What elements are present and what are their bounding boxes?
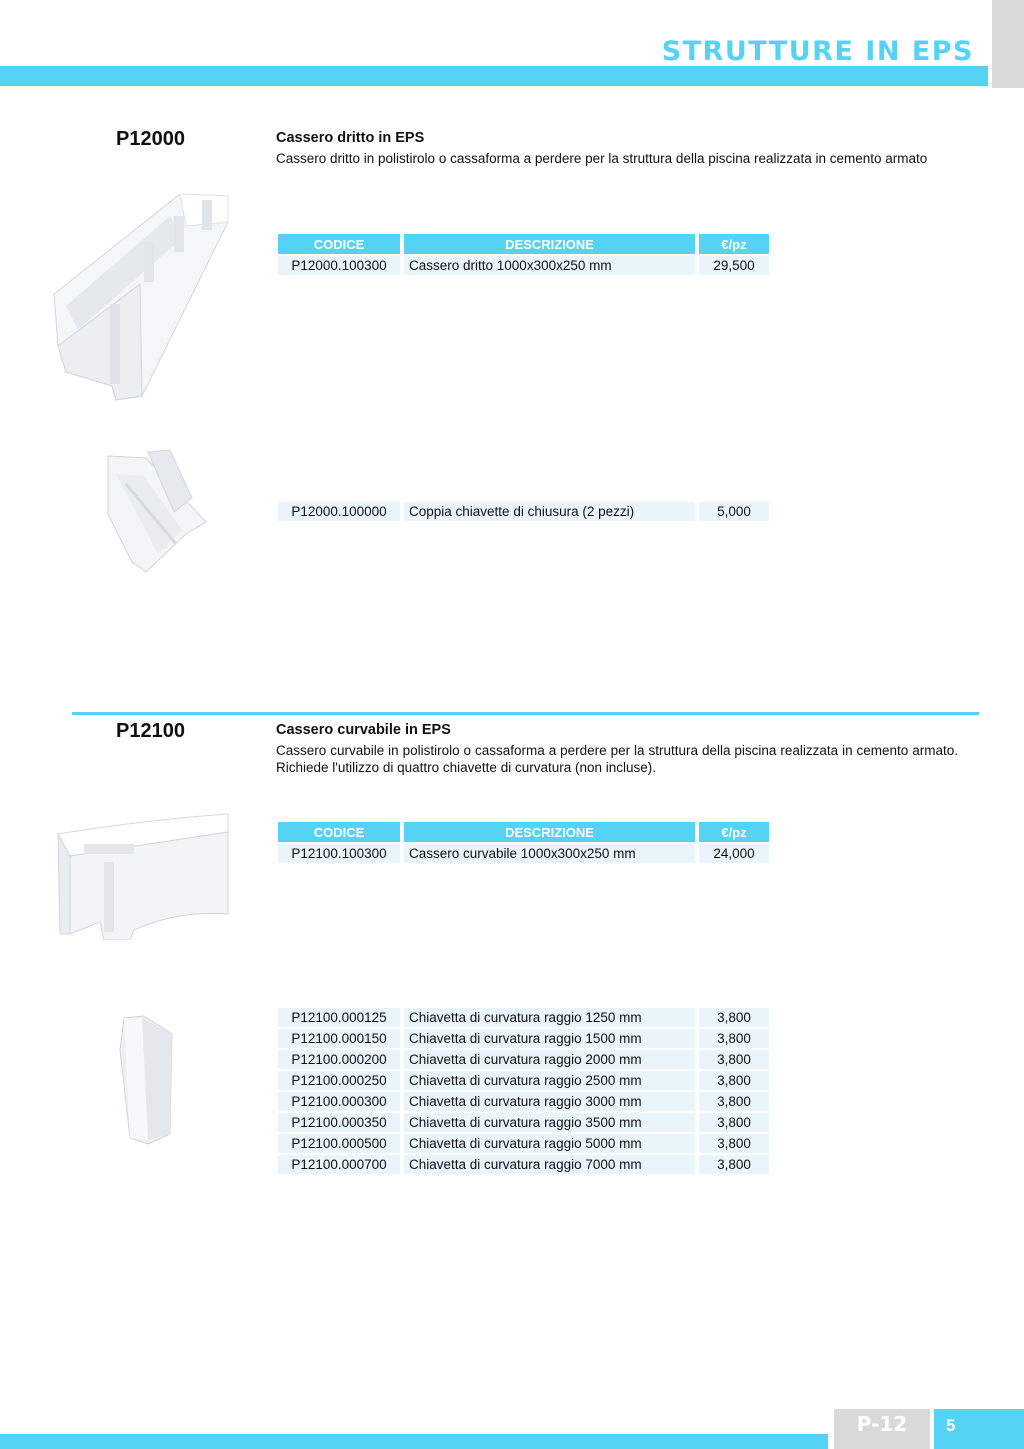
row-price: 29,500 [699,256,769,277]
footer-section-label: P-12 [856,1412,908,1436]
price-table [278,234,769,277]
row-code: P12100.000125 [278,1008,404,1029]
row-description: Cassero curvabile 1000x300x250 mm [404,844,699,865]
accessory-table [278,502,769,523]
curvature-key-image [86,1010,212,1148]
product-code-title: P12000 [116,128,185,150]
column-header-code: CODICE [278,822,404,844]
row-price: 3,800 [699,1008,769,1029]
table-row [278,1050,769,1071]
column-header-description: DESCRIZIONE [404,234,699,256]
table-row [278,1092,769,1113]
price-table [278,822,769,865]
product-name: Cassero curvabile in EPS [276,722,451,738]
row-code: P12100.000150 [278,1029,404,1050]
row-description: Chiavetta di curvatura raggio 7000 mm [404,1155,699,1176]
curved-formwork-image [54,810,232,940]
column-header-code: CODICE [278,234,404,256]
row-code: P12100.000200 [278,1050,404,1071]
product-code-title: P12100 [116,720,185,742]
row-description: Chiavetta di curvatura raggio 1500 mm [404,1029,699,1050]
product-description: Cassero curvabile in polistirolo o cassaforma a perdere per la struttura della piscina realizzata in cemento armato. Richiede l'utilizzo di quattro chiavette di curvatura (non incluse). [276,743,958,775]
row-description: Chiavetta di curvatura raggio 3500 mm [404,1113,699,1134]
table-row [278,1008,769,1029]
row-description: Chiavetta di curvatura raggio 3000 mm [404,1092,699,1113]
table-row [278,1113,769,1134]
row-code: P12000.100000 [278,502,404,523]
straight-formwork-image [50,186,232,404]
accessory-table [278,1008,769,1176]
column-header-price: €/pz [699,822,769,844]
row-price: 3,800 [699,1092,769,1113]
row-price: 3,800 [699,1113,769,1134]
row-code: P12100.000700 [278,1155,404,1176]
product-description: Cassero dritto in polistirolo o cassaforma a perdere per la struttura della piscina realizzata in cemento armato [276,151,928,166]
row-description: Chiavetta di curvatura raggio 2500 mm [404,1071,699,1092]
header-grey-block [992,0,1024,88]
row-price: 3,800 [699,1050,769,1071]
row-price: 3,800 [699,1071,769,1092]
section-divider [72,712,979,715]
table-header-row [278,822,769,844]
row-price: 3,800 [699,1134,769,1155]
row-code: P12100.000250 [278,1071,404,1092]
row-code: P12100.000500 [278,1134,404,1155]
page-number: 5 [946,1416,956,1435]
table-row [278,256,769,277]
column-header-description: DESCRIZIONE [404,822,699,844]
table-row [278,1134,769,1155]
table-row [278,502,769,523]
row-code: P12000.100300 [278,256,404,277]
footer-accent-bar [0,1434,828,1449]
table-header-row [278,234,769,256]
row-description: Coppia chiavette di chiusura (2 pezzi) [404,502,699,523]
row-code: P12100.100300 [278,844,404,865]
page-title: STRUTTURE IN EPS [661,36,974,67]
product-name: Cassero dritto in EPS [276,130,425,146]
closing-keys-image [86,444,214,576]
table-row [278,1071,769,1092]
row-description: Chiavetta di curvatura raggio 2000 mm [404,1050,699,1071]
row-price: 24,000 [699,844,769,865]
table-row [278,844,769,865]
column-header-price: €/pz [699,234,769,256]
row-description: Cassero dritto 1000x300x250 mm [404,256,699,277]
header-accent-bar [0,66,988,86]
row-code: P12100.000300 [278,1092,404,1113]
table-row [278,1029,769,1050]
row-price: 3,800 [699,1155,769,1176]
row-price: 3,800 [699,1029,769,1050]
row-price: 5,000 [699,502,769,523]
table-row [278,1155,769,1176]
row-description: Chiavetta di curvatura raggio 1250 mm [404,1008,699,1029]
row-description: Chiavetta di curvatura raggio 5000 mm [404,1134,699,1155]
row-code: P12100.000350 [278,1113,404,1134]
